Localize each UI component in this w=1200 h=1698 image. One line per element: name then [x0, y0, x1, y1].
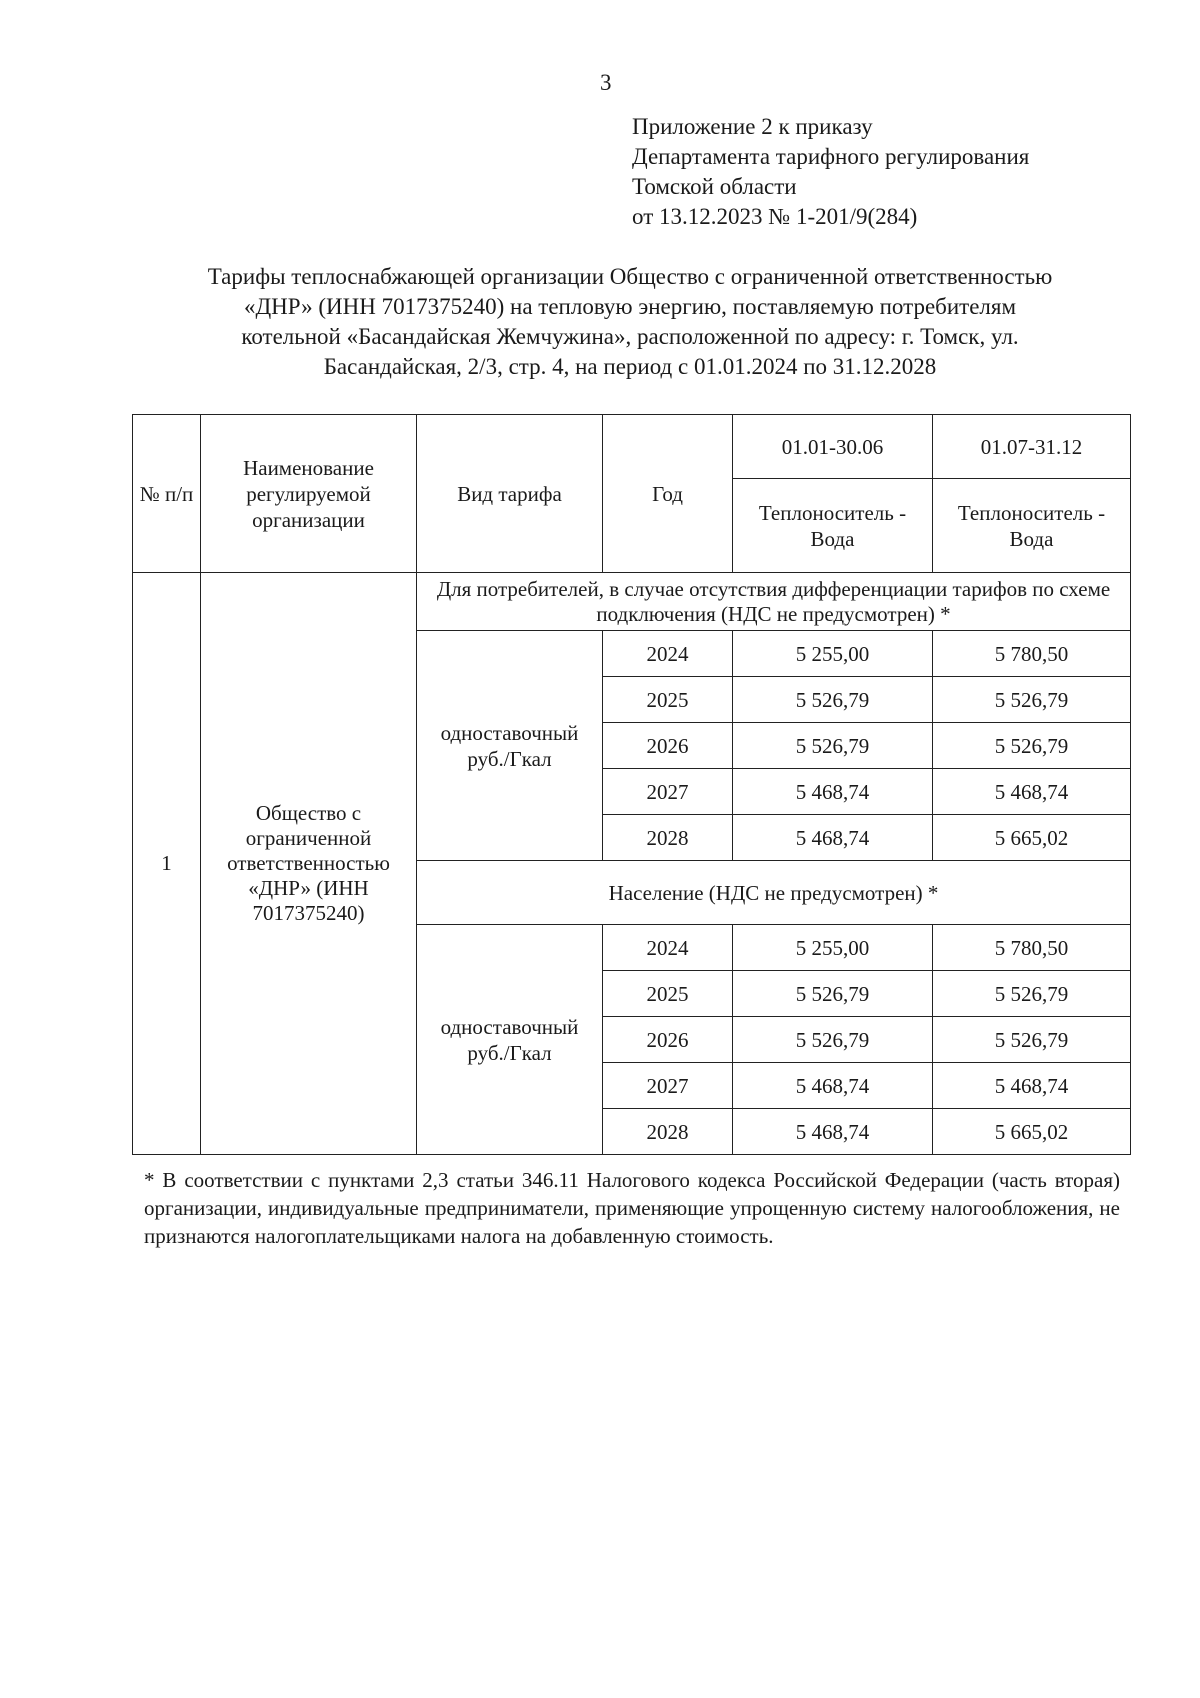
year-cell: 2025 [603, 677, 733, 723]
header-organization: Наименование регулируемой организации [201, 415, 417, 573]
year-cell: 2028 [603, 815, 733, 861]
tariff-value-first-half: 5 468,74 [733, 1063, 933, 1109]
tariff-value-first-half: 5 526,79 [733, 1017, 933, 1063]
header-tariff-type: Вид тарифа [417, 415, 603, 573]
header-year: Год [603, 415, 733, 573]
tariff-value-second-half: 5 526,79 [933, 971, 1131, 1017]
header-carrier-second-half: Теплоноситель - Вода [933, 479, 1131, 573]
appendix-line: от 13.12.2023 № 1-201/9(284) [632, 204, 918, 229]
tariff-value-second-half: 5 780,50 [933, 925, 1131, 971]
year-cell: 2026 [603, 1017, 733, 1063]
organization-name-cell: Общество с ограниченной ответственностью «ДНР» (ИНН 7017375240) [201, 573, 417, 1155]
appendix-line: Томской области [632, 174, 797, 199]
tariff-value-first-half: 5 526,79 [733, 723, 933, 769]
tariff-value-second-half: 5 526,79 [933, 1017, 1131, 1063]
year-cell: 2028 [603, 1109, 733, 1155]
tariff-value-second-half: 5 468,74 [933, 769, 1131, 815]
tariff-value-second-half: 5 780,50 [933, 631, 1131, 677]
header-period-second-half: 01.07-31.12 [933, 415, 1131, 479]
tariff-value-first-half: 5 526,79 [733, 677, 933, 723]
tariff-value-first-half: 5 468,74 [733, 815, 933, 861]
tariff-value-first-half: 5 526,79 [733, 971, 933, 1017]
tariff-type-cell: одноставочный руб./Гкал [417, 925, 603, 1155]
year-cell: 2024 [603, 925, 733, 971]
tariff-value-second-half: 5 468,74 [933, 1063, 1131, 1109]
tariff-value-second-half: 5 526,79 [933, 723, 1131, 769]
table-header-row [133, 415, 1131, 479]
appendix-reference [632, 112, 1152, 232]
tariff-table [132, 414, 1131, 1155]
section-title: Население (НДС не предусмотрен) * [417, 861, 1131, 925]
title-line: котельной «Басандайская Жемчужина», расположенной по адресу: г. Томск, ул. [241, 324, 1019, 349]
tariff-value-first-half: 5 255,00 [733, 631, 933, 677]
tariff-type-cell: одноставочный руб./Гкал [417, 631, 603, 861]
document-title [120, 262, 1140, 382]
page-number: 3 [600, 70, 612, 95]
appendix-line: Приложение 2 к приказу [632, 114, 873, 139]
year-cell: 2027 [603, 769, 733, 815]
header-carrier-first-half: Теплоноситель - Вода [733, 479, 933, 573]
footnote: * В соответствии с пунктами 2,3 статьи 346.11 Налогового кодекса Российской Федерации (часть вторая) организации, индивидуальные предприниматели, применяющие упрощенную систему налогообложения, не признаются налогоплательщиками налога на добавленную стоимость. [144, 1168, 1120, 1248]
year-cell: 2026 [603, 723, 733, 769]
row-number-cell: 1 [133, 573, 201, 1155]
section-title-row [133, 573, 1131, 631]
tariff-value-first-half: 5 468,74 [733, 1109, 933, 1155]
tariff-value-second-half: 5 665,02 [933, 1109, 1131, 1155]
appendix-line: Департамента тарифного регулирования [632, 144, 1030, 169]
title-line: Басандайская, 2/3, стр. 4, на период с 01.01.2024 по 31.12.2028 [323, 354, 937, 379]
tariff-value-first-half: 5 468,74 [733, 769, 933, 815]
year-cell: 2024 [603, 631, 733, 677]
tariff-value-second-half: 5 526,79 [933, 677, 1131, 723]
tariff-value-second-half: 5 665,02 [933, 815, 1131, 861]
title-line: Тарифы теплоснабжающей организации Общество с ограниченной ответственностью [207, 264, 1053, 289]
tariff-value-first-half: 5 255,00 [733, 925, 933, 971]
year-cell: 2025 [603, 971, 733, 1017]
year-cell: 2027 [603, 1063, 733, 1109]
header-number: № п/п [133, 415, 201, 573]
title-line: «ДНР» (ИНН 7017375240) на тепловую энергию, поставляемую потребителям [243, 294, 1017, 319]
section-title: Для потребителей, в случае отсутствия дифференциации тарифов по схеме подключения (НДС не предусмотрен) * [417, 573, 1131, 631]
header-period-first-half: 01.01-30.06 [733, 415, 933, 479]
